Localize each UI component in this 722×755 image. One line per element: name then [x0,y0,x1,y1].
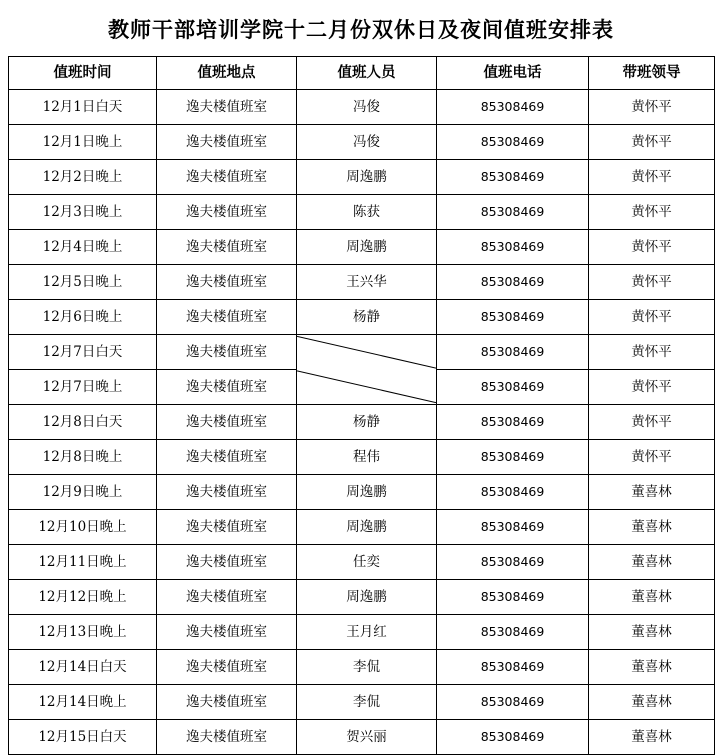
cell-place: 逸夫楼值班室 [157,265,297,300]
table-row [9,510,715,545]
cell-phone: 85308469 [437,405,589,440]
cell-time: 12月8日晚上 [9,440,157,475]
cell-person: 杨静 [297,300,437,335]
cell-leader: 黄怀平 [589,125,715,160]
cell-time: 12月12日晚上 [9,580,157,615]
cell-leader: 董喜林 [589,475,715,510]
table-row [9,615,715,650]
cell-phone: 85308469 [437,90,589,125]
column-header-place: 值班地点 [157,57,297,90]
table-body [9,90,715,755]
cell-place: 逸夫楼值班室 [157,475,297,510]
cell-place: 逸夫楼值班室 [157,405,297,440]
table-header-row [9,57,715,90]
cell-leader: 董喜林 [589,580,715,615]
cell-leader: 黄怀平 [589,300,715,335]
table-row [9,195,715,230]
cell-person: 程伟 [297,440,437,475]
cell-person: 任奕 [297,545,437,580]
cell-leader: 董喜林 [589,685,715,720]
cell-place: 逸夫楼值班室 [157,125,297,160]
cell-person: 贺兴丽 [297,720,437,755]
cell-time: 12月15日白天 [9,720,157,755]
cell-phone: 85308469 [437,300,589,335]
cell-place: 逸夫楼值班室 [157,510,297,545]
cell-leader: 董喜林 [589,650,715,685]
cell-time: 12月13日晚上 [9,615,157,650]
cell-place: 逸夫楼值班室 [157,300,297,335]
cell-leader: 黄怀平 [589,335,715,370]
table-row [9,685,715,720]
cell-place: 逸夫楼值班室 [157,720,297,755]
cell-time: 12月11日晚上 [9,545,157,580]
table-row [9,300,715,335]
table-row [9,440,715,475]
cell-place: 逸夫楼值班室 [157,615,297,650]
table-row [9,90,715,125]
cell-place: 逸夫楼值班室 [157,685,297,720]
cell-time: 12月7日晚上 [9,370,157,405]
cell-time: 12月9日晚上 [9,475,157,510]
cell-phone: 85308469 [437,125,589,160]
cell-place: 逸夫楼值班室 [157,160,297,195]
cell-phone: 85308469 [437,545,589,580]
cell-person: 李侃 [297,685,437,720]
cell-person: 王兴华 [297,265,437,300]
cell-leader: 董喜林 [589,545,715,580]
cell-time: 12月8日白天 [9,405,157,440]
table-row [9,405,715,440]
cell-time: 12月5日晚上 [9,265,157,300]
cell-phone: 85308469 [437,475,589,510]
cell-phone: 85308469 [437,230,589,265]
cell-person: 周逸鹏 [297,475,437,510]
table-row [9,580,715,615]
cell-phone: 85308469 [437,370,589,405]
cell-leader: 黄怀平 [589,90,715,125]
cell-leader: 黄怀平 [589,265,715,300]
cell-person-blank-diagonal [297,335,437,405]
diagonal-strike-icon [297,335,436,404]
cell-place: 逸夫楼值班室 [157,650,297,685]
cell-place: 逸夫楼值班室 [157,195,297,230]
table-row [9,475,715,510]
cell-place: 逸夫楼值班室 [157,335,297,370]
cell-person: 冯俊 [297,90,437,125]
table-row [9,265,715,300]
cell-time: 12月3日晚上 [9,195,157,230]
cell-phone: 85308469 [437,720,589,755]
cell-phone: 85308469 [437,265,589,300]
cell-person: 李侃 [297,650,437,685]
cell-time: 12月7日白天 [9,335,157,370]
table-row [9,125,715,160]
cell-time: 12月6日晚上 [9,300,157,335]
cell-leader: 黄怀平 [589,160,715,195]
cell-person: 周逸鹏 [297,230,437,265]
cell-time: 12月10日晚上 [9,510,157,545]
cell-place: 逸夫楼值班室 [157,90,297,125]
cell-phone: 85308469 [437,335,589,370]
cell-person: 杨静 [297,405,437,440]
column-header-leader: 带班领导 [589,57,715,90]
cell-time: 12月14日白天 [9,650,157,685]
table-row [9,720,715,755]
cell-phone: 85308469 [437,440,589,475]
cell-phone: 85308469 [437,160,589,195]
cell-leader: 黄怀平 [589,440,715,475]
table-row [9,230,715,265]
table-row [9,160,715,195]
cell-person: 王月红 [297,615,437,650]
column-header-time: 值班时间 [9,57,157,90]
cell-place: 逸夫楼值班室 [157,580,297,615]
cell-leader: 董喜林 [589,510,715,545]
cell-person: 周逸鹏 [297,580,437,615]
cell-person: 周逸鹏 [297,160,437,195]
cell-leader: 黄怀平 [589,405,715,440]
cell-person: 冯俊 [297,125,437,160]
cell-time: 12月14日晚上 [9,685,157,720]
cell-phone: 85308469 [437,510,589,545]
cell-time: 12月2日晚上 [9,160,157,195]
duty-schedule-table [8,56,715,755]
cell-place: 逸夫楼值班室 [157,440,297,475]
cell-leader: 黄怀平 [589,195,715,230]
cell-person: 陈获 [297,195,437,230]
cell-leader: 董喜林 [589,720,715,755]
cell-place: 逸夫楼值班室 [157,545,297,580]
cell-phone: 85308469 [437,580,589,615]
cell-leader: 黄怀平 [589,370,715,405]
table-row [9,545,715,580]
cell-time: 12月4日晚上 [9,230,157,265]
cell-place: 逸夫楼值班室 [157,370,297,405]
cell-phone: 85308469 [437,685,589,720]
cell-phone: 85308469 [437,650,589,685]
table-row [9,335,715,370]
cell-phone: 85308469 [437,195,589,230]
table-row [9,650,715,685]
cell-leader: 董喜林 [589,615,715,650]
cell-phone: 85308469 [437,615,589,650]
cell-leader: 黄怀平 [589,230,715,265]
cell-time: 12月1日晚上 [9,125,157,160]
column-header-person: 值班人员 [297,57,437,90]
page-title: 教师干部培训学院十二月份双休日及夜间值班安排表 [108,17,614,42]
cell-time: 12月1日白天 [9,90,157,125]
cell-person: 周逸鹏 [297,510,437,545]
column-header-phone: 值班电话 [437,57,589,90]
cell-place: 逸夫楼值班室 [157,230,297,265]
